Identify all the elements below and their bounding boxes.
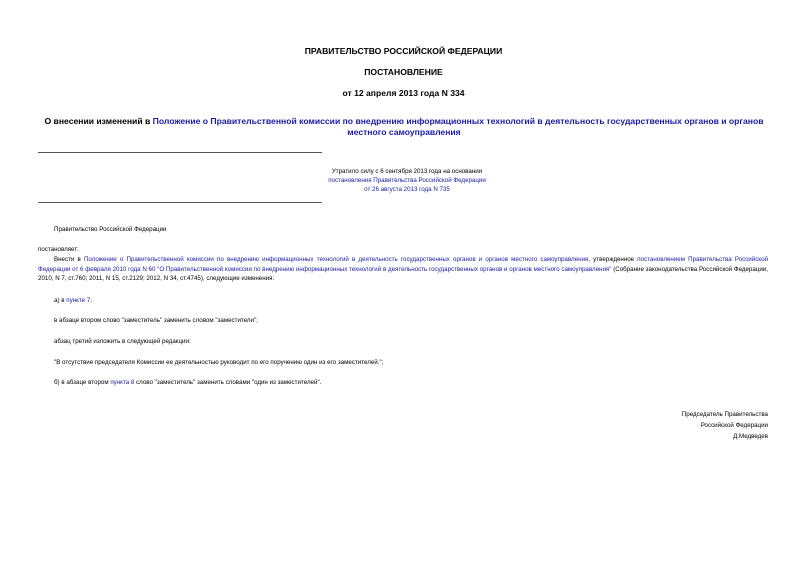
main-paragraph-text-2: , утвержденное bbox=[588, 256, 638, 263]
divider-bottom bbox=[38, 202, 322, 203]
title-prefix: О внесении изменений в bbox=[44, 116, 153, 126]
repeal-note-link-1[interactable]: постановления Правительства Российской Федерации bbox=[328, 177, 486, 185]
decrees-text: постановляет: bbox=[38, 246, 79, 253]
document-title bbox=[40, 116, 768, 138]
signature-name: Д.Медведев bbox=[733, 433, 768, 440]
main-paragraph bbox=[38, 255, 768, 284]
item-b-suffix: слово "заместитель" заменить словами "один из заместителей". bbox=[134, 379, 322, 386]
date-number-heading: от 12 апреля 2013 года N 334 bbox=[342, 88, 465, 98]
signature-country: Российской Федерации bbox=[700, 422, 768, 429]
item-a-prefix: а) в bbox=[54, 297, 67, 304]
repeal-note-link-2[interactable]: от 26 августа 2013 года N 735 bbox=[364, 186, 450, 194]
main-paragraph-text-3: (Собрание законодательства Российской Федерации, 2010, N 7, ст.760; 2011, N 15, ст.2129; 2012, N 34, ст.4745), следующие изменения: bbox=[38, 265, 768, 283]
signature-position: Председатель Правительства bbox=[681, 411, 768, 418]
main-paragraph-link-2[interactable]: постановлением Правительства Российской Федерации от 6 февраля 2010 года N 60 "О Правительственной комиссии по внедрению информационных технологий в деятельность государственных органов и органов местного самоуправления" bbox=[38, 256, 768, 273]
intro-text: Правительство Российской Федерации bbox=[54, 226, 167, 233]
main-paragraph-link-1[interactable]: Положение о Правительственной комиссии по внедрению информационных технологий в деятельность государственных органов и органов местного самоуправления bbox=[83, 256, 589, 263]
main-paragraph-text-1: Внести в bbox=[54, 256, 84, 263]
item-a-suffix: : bbox=[90, 297, 92, 304]
item-a-change-3: "В отсутствие председателя Комиссии ее деятельностью руководит по его поручению один из его заместителей."; bbox=[54, 359, 384, 366]
item-a bbox=[54, 296, 92, 305]
government-heading: ПРАВИТЕЛЬСТВО РОССИЙСКОЙ ФЕДЕРАЦИИ bbox=[304, 46, 503, 56]
item-a-change-1: в абзаце втором слово "заместитель" заменить словом "заместители"; bbox=[54, 317, 258, 324]
item-b bbox=[54, 378, 321, 387]
item-b-prefix: б) в абзаце втором bbox=[54, 379, 111, 386]
repeal-note-text: Утратило силу с 6 сентября 2013 года на основании bbox=[331, 168, 483, 175]
item-a-link[interactable]: пункте 7 bbox=[66, 297, 91, 304]
document-type-heading: ПОСТАНОВЛЕНИЕ bbox=[364, 67, 443, 77]
item-a-change-2: абзац третий изложить в следующей редакции: bbox=[54, 338, 191, 345]
title-link[interactable]: Положение о Правительственной комиссии по внедрению информационных технологий в деятельность государственных органов и органов местного самоуправления bbox=[152, 116, 764, 137]
repeal-note bbox=[280, 167, 534, 195]
divider-top bbox=[38, 152, 322, 153]
item-b-link[interactable]: пункта 8 bbox=[110, 379, 135, 386]
signature-block bbox=[682, 409, 768, 442]
